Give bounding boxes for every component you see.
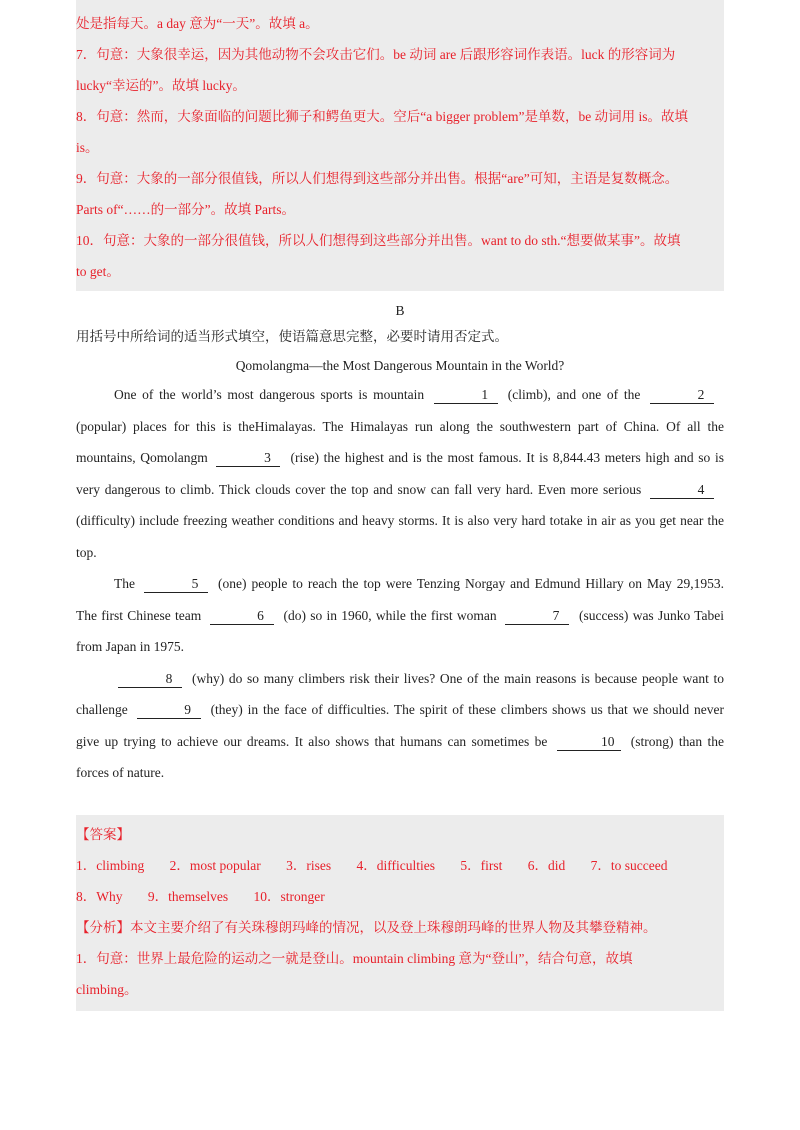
answer-item: 4．difficulties xyxy=(356,857,435,873)
answer-item: 3．rises xyxy=(286,857,332,873)
blank-8: 8 xyxy=(118,671,182,688)
blank-5: 5 xyxy=(144,576,208,593)
answer-block xyxy=(76,815,724,1011)
passage-title: Qomolangma—the Most Dangerous Mountain in the World? xyxy=(235,358,565,373)
blank-6: 6 xyxy=(210,608,274,625)
answer-item: 2．most popular xyxy=(169,857,261,873)
answer-item: 5．first xyxy=(460,857,503,873)
analysis-text: 【分析】本文主要介绍了有关珠穆朗玛峰的情况，以及登上珠穆朗玛峰的世界人物及其攀登精神。 xyxy=(76,919,657,935)
answer-item: 6．did xyxy=(527,857,566,873)
explanation-1-line-1: 1．句意：世界上最危险的运动之一就是登山。mountain climbing 意为“登山”，结合句意，故填 xyxy=(76,950,633,966)
paragraph-1: One of the world’s most dangerous sports is mountain 1 (climb), and one of the 2(popular) places for this is theHimalayas. The Himalayas run along the southwestern part of China. Of all the mountains, Qomolangm 3 (rise) the highest and is the most famous. It is 8,844.43 meters high and so is very dangerous to climb. Thick clouds cover the top and snow can fall very hard. Even more serious 4(difficulty) include freezing weather conditions and heavy storms. It is also very hard totake in air as you get near the top. xyxy=(76,387,724,560)
paragraph-3: 8 (why) do so many climbers risk their lives? One of the main reasons is because people want to challenge 9 (they) in the face of difficulties. The spirit of these climbers shows us that we should never give up trying to achieve our dreams. It also shows that humans can sometimes be 10 (strong) than the forces of nature. xyxy=(76,670,725,780)
explanation-line: 7．句意：大象很幸运，因为其他动物不会攻击它们。be 动词 are 后跟形容词作表语。luck 的形容词为 xyxy=(76,47,676,62)
answer-row-2 xyxy=(76,881,724,912)
answer-item: 1．climbing xyxy=(76,857,145,873)
explanation-line: 8．句意：然而，大象面临的问题比狮子和鳄鱼更大。空后“a bigger problem”是单数，be 动词用 is。故填 xyxy=(76,109,688,124)
explanation-line: to get。 xyxy=(76,264,120,279)
explanation-line: 10．句意：大象的一部分很值钱，所以人们想得到这些部分并出售。want to do sth.“想要做某事”。故填 xyxy=(76,233,681,248)
blank-3: 3 xyxy=(216,450,280,467)
instruction: 用括号中所给词的适当形式填空，使语篇意思完整，必要时请用否定式。 xyxy=(76,329,508,344)
explanation-line: lucky“幸运的”。故填 lucky。 xyxy=(76,78,246,93)
answer-heading: 【答案】 xyxy=(76,826,130,842)
blank-1: 1 xyxy=(434,387,498,404)
answer-row-1 xyxy=(76,850,724,881)
document-page xyxy=(76,0,724,1011)
explanation-line: 处是指每天。a day 意为“一天”。故填 a。 xyxy=(76,16,319,31)
blank-9: 9 xyxy=(137,702,201,719)
section-letter: B xyxy=(395,303,405,318)
answer-item: 8．Why xyxy=(76,888,123,904)
explanation-line: 9．句意：大象的一部分很值钱，所以人们想得到这些部分并出售。根据“are”可知，主语是复数概念。 xyxy=(76,171,679,186)
explanation-line: Parts of“……的一部分”。故填 Parts。 xyxy=(76,202,295,217)
blank-4: 4 xyxy=(650,482,714,499)
explanation-1-line-2: climbing。 xyxy=(76,981,138,997)
answer-item: 10．stronger xyxy=(253,888,325,904)
explanations-block xyxy=(76,0,724,291)
answer-item: 9．themselves xyxy=(147,888,229,904)
explanation-line: is。 xyxy=(76,140,99,155)
blank-7: 7 xyxy=(505,608,569,625)
blank-2: 2 xyxy=(650,387,714,404)
paragraph-2: The 5 (one) people to reach the top were Tenzing Norgay and Edmund Hillary on May 29,1953. The first Chinese team 6 (do) so in 1960, while the first woman 7 (success) was Junko Tabei from Japan in 1975. xyxy=(76,576,725,654)
blank-10: 10 xyxy=(557,734,621,751)
answer-item: 7．to succeed xyxy=(590,857,668,873)
